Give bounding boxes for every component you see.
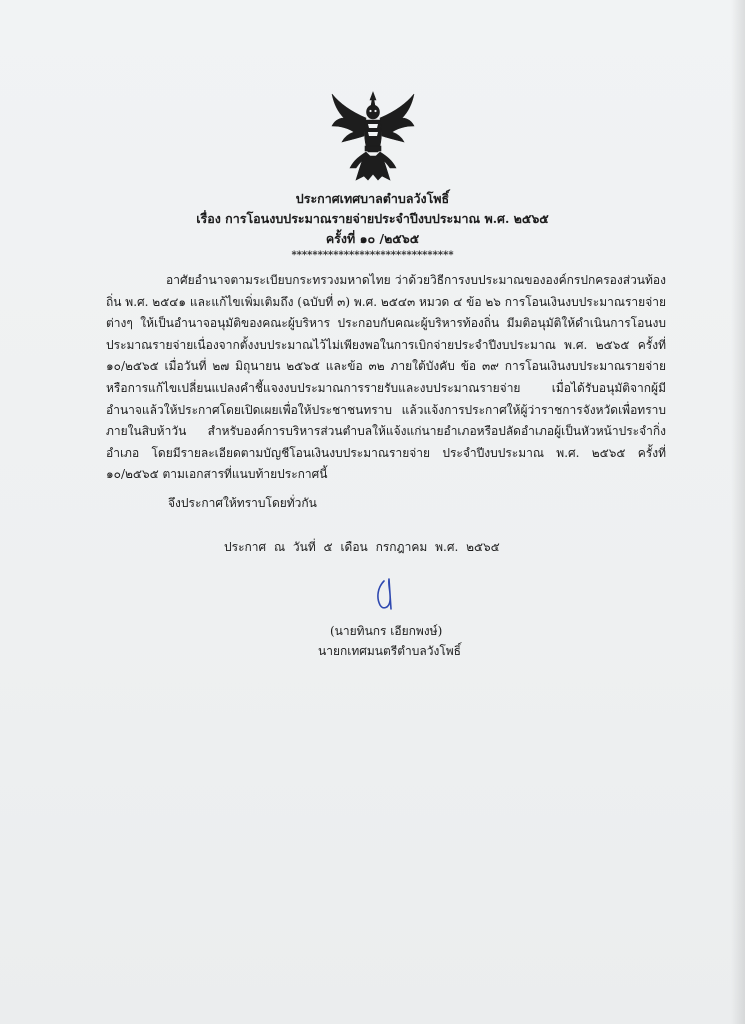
scan-edge bbox=[731, 0, 745, 1024]
announcement-subject: เรื่อง การโอนงบประมาณรายจ่ายประจำปีงบประมาณ พ.ศ. ๒๕๖๕ bbox=[196, 211, 549, 226]
handwritten-signature bbox=[368, 575, 408, 615]
signer-position: นายกเทศมนตรีตำบลวังโพธิ์ bbox=[318, 644, 461, 658]
announcement-title: ประกาศเทศบาลตำบลวังโพธิ์ bbox=[295, 191, 450, 206]
closing-statement: จึงประกาศให้ทราบโดยทั่วกัน bbox=[168, 496, 317, 510]
announcement-issue-number: ครั้งที่ ๑๐ /๒๕๖๕ bbox=[325, 231, 420, 246]
separator-line: ******************************* bbox=[291, 250, 454, 261]
garuda-emblem-icon bbox=[330, 90, 416, 182]
announcement-date: ประกาศ ณ วันที่ ๕ เดือน กรกฎาคม พ.ศ. ๒๕๖๕ bbox=[224, 540, 500, 554]
signer-name: (นายทินกร เอียกพงษ์) bbox=[330, 624, 443, 638]
announcement-body: อาศัยอำนาจตามระเบียบกระทรวงมหาดไทย ว่าด้วยวิธีการงบประมาณขององค์กรปกครองส่วนท้องถิ่น พ.ศ. ๒๕๔๑ และแก้ไขเพิ่มเติมถึง (ฉบับที่ ๓) พ.ศ. ๒๕๔๓ หมวด ๔ ข้อ ๒๖ การโอนเงินงบประมาณรายจ่ายต่างๆ ให้เป็นอำนาจอนุมัติของคณะผู้บริหาร ประกอบกับคณะผู้บริหารท้องถิ่น มีมติอนุมัติให้ดำเนินการโอนงบประมาณรายจ่ายเนื่องจากตั้งงบประมาณไว้ไม่เพียงพอในการเบิกจ่ายประจำปีงบประมาณ พ.ศ. ๒๕๖๕ ครั้งที่ ๑๐/๒๕๖๕ เมื่อวันที่ ๒๗ มิถุนายน ๒๕๖๕ และข้อ ๓๒ ภายใต้บังคับ ข้อ ๓๙ การโอนเงินงบประมาณรายจ่าย หรือการแก้ไขเปลี่ยนแปลงคำชี้แจงงบประมาณการรายรับและงบประมาณรายจ่าย เมื่อได้รับอนุมัติจากผู้มีอำนาจแล้วให้ประกาศโดยเปิดเผยเพื่อให้ประชาชนทราบ แล้วแจ้งการประกาศให้ผู้ว่าราชการจังหวัดเพื่อทราบภายในสิบห้าวัน สำหรับองค์การบริหารส่วนตำบลให้แจ้งแก่นายอำเภอหรือปลัดอำเภอผู้เป็นหัวหน้าประจำกิ่งอำเภอ โดยมีรายละเอียดตามบัญชีโอนเงินงบประมาณรายจ่าย ประจำปีงบประมาณ พ.ศ. ๒๕๖๕ ครั้งที่ ๑๐/๒๕๖๕ ตามเอกสารที่แนบท้ายประกาศนี้ bbox=[106, 273, 666, 482]
